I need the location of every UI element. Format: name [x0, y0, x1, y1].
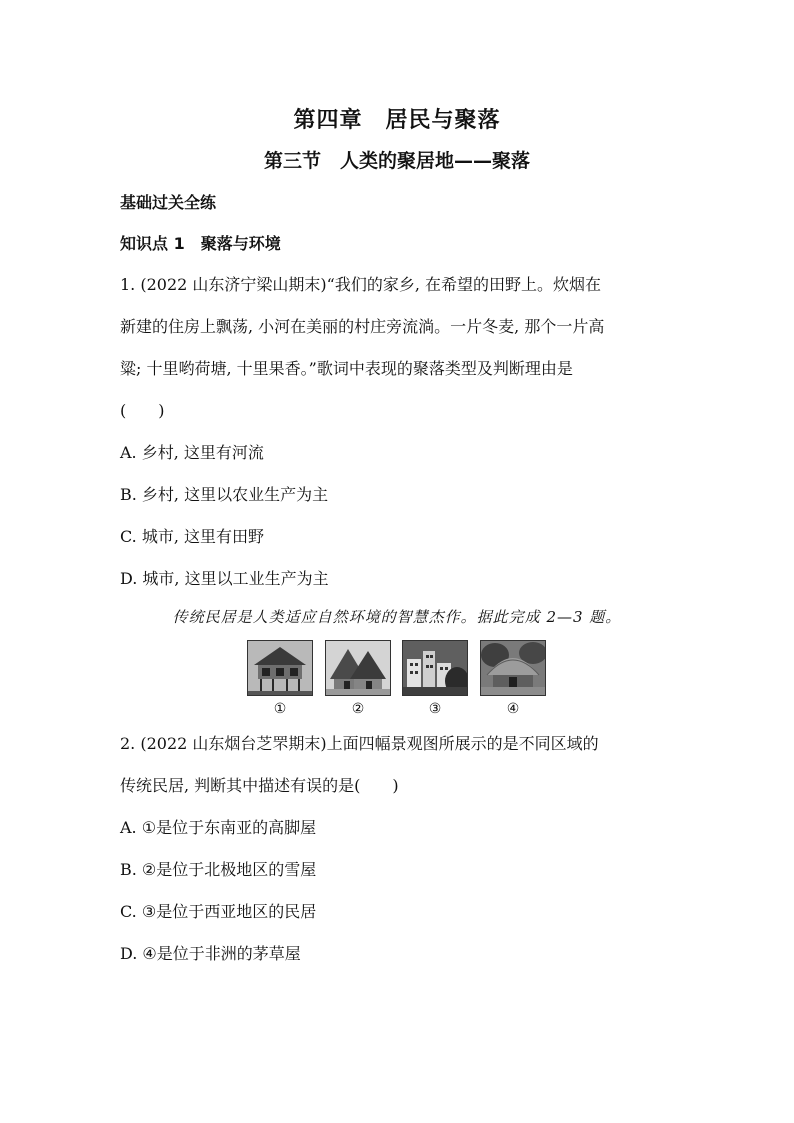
section-title: 第三节 人类的聚居地——聚落 — [263, 150, 530, 172]
photo-label-1: ① — [273, 701, 287, 717]
q1-answer-bracket: ( ) — [120, 401, 165, 420]
q2-text-line-1: 2. (2022 山东烟台芝罘期末)上面四幅景观图所展示的是不同区域的 — [120, 734, 599, 753]
steep-roof-house-photo — [325, 640, 391, 696]
q2-option-a: A. ①是位于东南亚的高脚屋 — [120, 818, 317, 837]
q2-option-b: B. ②是位于北极地区的雪屋 — [120, 860, 317, 879]
photo-label-3: ③ — [428, 701, 442, 717]
photo-label-4: ④ — [506, 701, 520, 717]
dwelling-photos — [247, 640, 547, 698]
q1-text-line-2: 新建的住房上飘荡, 小河在美丽的村庄旁流淌。一片冬麦, 那个一片高 — [120, 317, 605, 336]
stilt-house-photo — [247, 640, 313, 696]
q2-option-d: D. ④是位于非洲的茅草屋 — [120, 944, 301, 963]
thatched-hut-photo — [480, 640, 546, 696]
q1-option-a: A. 乡村, 这里有河流 — [120, 443, 264, 462]
q1-option-b: B. 乡村, 这里以农业生产为主 — [120, 485, 329, 504]
q1-option-c: C. 城市, 这里有田野 — [120, 527, 265, 546]
knowledge-point-heading: 知识点 1 聚落与环境 — [120, 234, 281, 253]
q1-text-line-3: 粱; 十里哟荷塘, 十里果香。”歌词中表现的聚落类型及判断理由是 — [120, 359, 573, 378]
practice-heading: 基础过关全练 — [120, 193, 217, 212]
q1-text-line-1: 1. (2022 山东济宁梁山期末)“我们的家乡, 在希望的田野上。炊烟在 — [120, 275, 601, 294]
chapter-title: 第四章 居民与聚落 — [293, 108, 501, 133]
q2-3-intro: 传统民居是人类适应自然环境的智慧杰作。据此完成 2—3 题。 — [172, 608, 622, 626]
q2-option-c: C. ③是位于西亚地区的民居 — [120, 902, 317, 921]
q2-text-line-2: 传统民居, 判断其中描述有误的是( ) — [120, 776, 399, 795]
photo-label-2: ② — [351, 701, 365, 717]
tower-house-photo — [402, 640, 468, 696]
q1-option-d: D. 城市, 这里以工业生产为主 — [120, 569, 329, 588]
